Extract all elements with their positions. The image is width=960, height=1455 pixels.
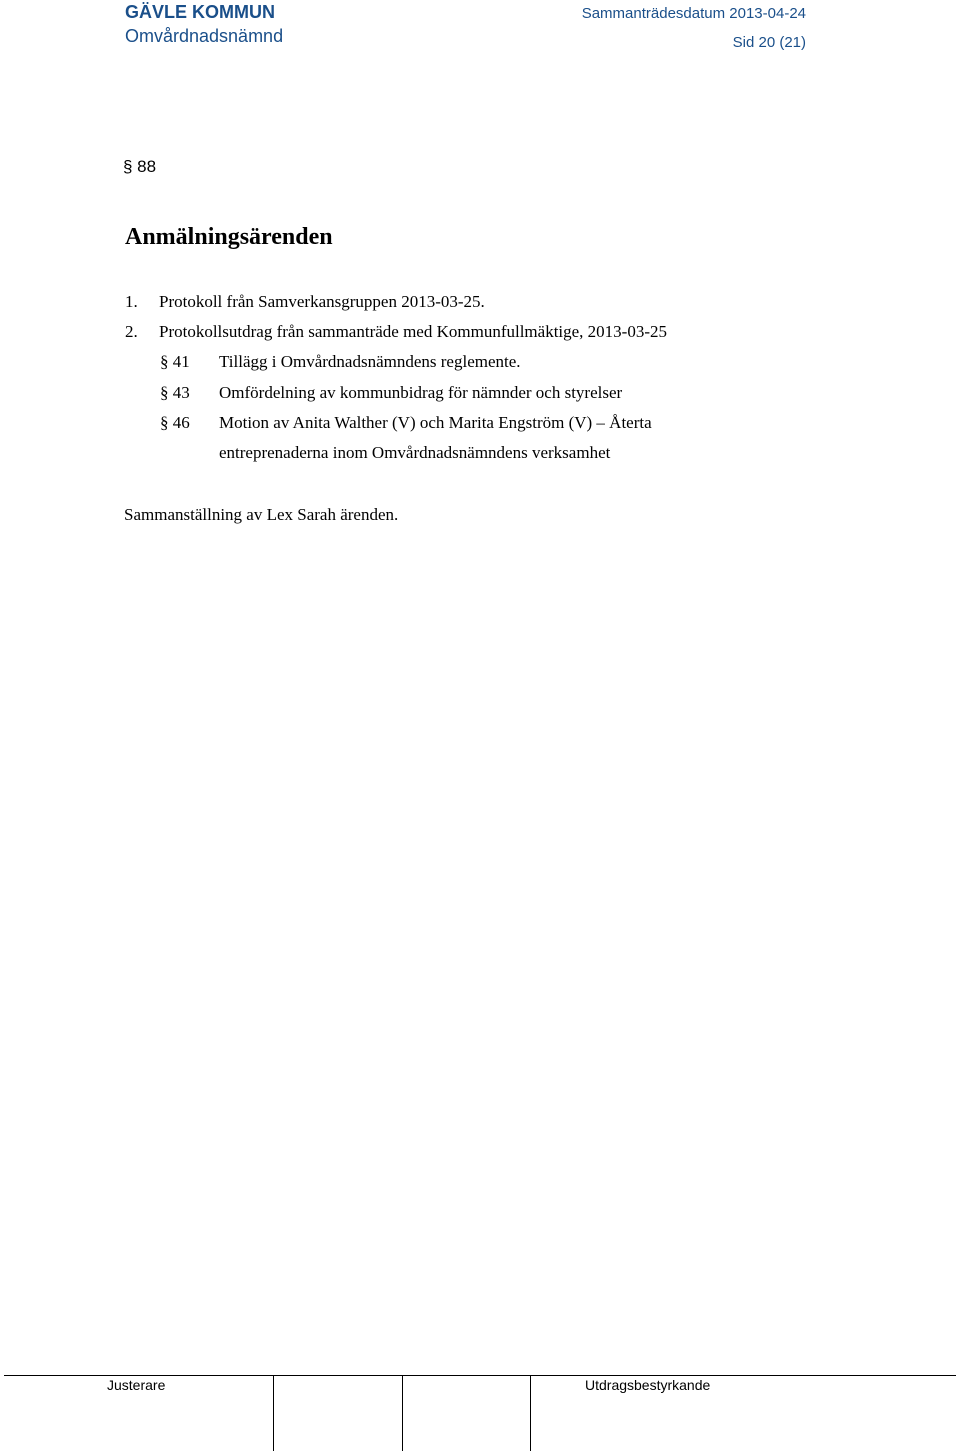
summary-line: Sammanställning av Lex Sarah ärenden. [124,505,399,524]
extract-certification-label: Utdragsbestyrkande [585,1377,711,1393]
footer-divider [273,1375,274,1451]
paragraph-number: § 88 [123,157,157,176]
committee-name: Omvårdnadsnämnd [125,26,284,46]
list-item-number: 1. [125,292,138,311]
reference-text: Omfördelning av kommunbidrag för nämnder och styrelser [219,383,623,402]
reference-number: § 46 [160,413,190,432]
list-item-text: Protokollsutdrag från sammanträde med Kommunfullmäktige, 2013-03-25 [159,322,668,341]
footer-divider [530,1375,531,1451]
footer-rule [4,1375,956,1376]
reference-text: Motion av Anita Walther (V) och Marita Engström (V) – Återta [219,413,652,432]
section-heading: Anmälningsärenden [125,224,333,250]
page-number: Sid 20 (21) [732,34,806,51]
reference-continuation: entreprenaderna inom Omvårdnadsnämndens verksamhet [219,443,611,462]
list-item-number: 2. [125,322,138,341]
reference-text: Tillägg i Omvårdnadsnämndens reglemente. [219,352,521,371]
footer-divider [402,1375,403,1451]
meeting-date: Sammanträdesdatum 2013-04-24 [581,5,806,22]
adjuster-label: Justerare [107,1377,166,1393]
list-item-text: Protokoll från Samverkansgruppen 2013-03-25. [159,292,485,311]
reference-number: § 41 [160,352,190,371]
reference-number: § 43 [160,383,190,402]
organization-name: GÄVLE KOMMUN [125,2,275,22]
